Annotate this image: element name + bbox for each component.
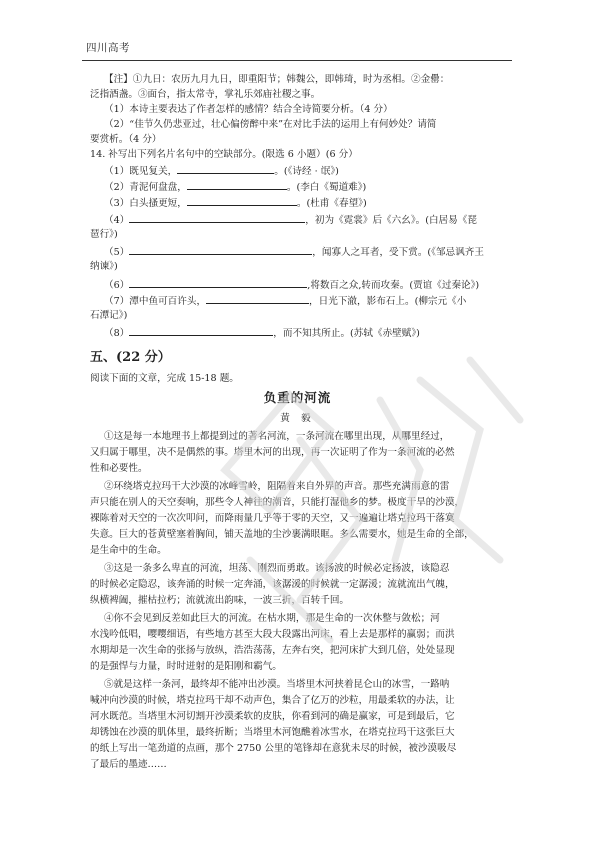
question-2-line-2: 要赏析。（4 分） [90, 134, 162, 145]
fill-item-4 [104, 212, 477, 227]
question-14-intro: 14. 补写出下列名片名句中的空缺部分。(限选 6 小题）(6 分） [90, 149, 358, 160]
article-line: ①这是每一本地理书上都提到过的著名河流，一条河流在哪里出现，从哪里经过， [104, 431, 450, 442]
fill-item-3 [104, 195, 367, 210]
fill-item-suffix: 。(李白《蜀道难》) [286, 182, 367, 193]
article-line: 又归属于哪里，决不是偶然的事。塔里木河的出现，再一次证明了作为一条河流的必然 [90, 447, 455, 458]
fill-item-suffix: ，而不知其所止。(苏轼《赤壁赋》) [273, 328, 420, 339]
article-line: 的时候必定隐忍，该奔涌的时候一定奔涌，该潺湲的时候就一定潺湲；流就流出气魄， [90, 579, 455, 590]
article-line: 性和必要性。 [90, 463, 148, 474]
fill-item-1 [104, 163, 339, 178]
fill-item-prefix: （8） [104, 328, 130, 339]
fill-item-suffix: 。(《诗经 · 氓》) [274, 166, 339, 177]
fill-item-prefix: （3）白头搔更短， [104, 198, 187, 209]
fill-item-suffix: ，闻寡人之耳者，受下赏。(《邹忌讽齐王 [312, 247, 484, 258]
article-title: 负重的河流 [263, 390, 332, 405]
fill-item-prefix: （6） [104, 280, 130, 291]
fill-item-prefix: （7）潭中鱼可百许头， [104, 296, 207, 307]
fill-item-2 [104, 179, 366, 194]
article-line: 了最后的墨迹…… [90, 759, 167, 770]
answer-blank[interactable] [129, 277, 307, 288]
fill-item-suffix: ，日光下澈，影布石上。(柳宗元《小 [309, 296, 467, 307]
note-line-1: 【注】①九日：农历九月九日，即重阳节；韩魏公，即韩琦，时为丞相。②金罍： [104, 74, 450, 85]
fill-item-prefix: （5） [104, 247, 130, 258]
article-line: 纵横裨阖，摧枯拉朽；流就流出韵味，一波三折，百转千回。 [90, 595, 350, 606]
article-line: 河水既范。当塔里木河切割开沙漠柔软的皮肤，你看到河的确是赢家，可是到最后，它 [90, 711, 455, 722]
article-line: 水浅吟低唱，嘤嘤细语，有些地方甚至大段大段露出河床，看上去是那样的赢弱；而洪 [90, 629, 455, 640]
question-1: （1）本诗主要表达了作者怎样的感情？结合全诗简要分析。（4 分） [104, 104, 393, 115]
fill-item-suffix: ，初为《霓裳》后《六幺》。(白居易《琵 [305, 215, 477, 226]
fill-item-suffix: ,将数百之众,转而攻秦。(贾谊《过秦论》) [307, 280, 480, 291]
answer-blank[interactable] [129, 325, 273, 336]
article-line: 的是强悍与力量，时时迸射的是阳刚和霸气。 [90, 661, 282, 672]
article-line: 喊冲向沙漠的时候，塔克拉玛干却不动声色，集合了亿万的沙粒，用最柔软的办法，让 [90, 695, 455, 706]
article-line: ③这是一条多么卑直的河流，坦荡、刚烈而勇敢。该扬波的时候必定扬波，该隐忍 [104, 563, 450, 574]
fill-item-5 [104, 244, 484, 259]
article-line: 是生命中的生命。 [90, 545, 167, 556]
article-line: 水期却是一次生命的张扬与放纵，浩浩荡荡，左奔右突，把河床扩大到几倍，处处显现 [90, 645, 455, 656]
article-line: 却锈蚀在沙漠的肌体里，最终折断；当塔里木河饱醮着冰雪水，在塔克拉玛干这张巨大 [90, 727, 455, 738]
question-2-line-1: （2）“佳节久仍悲亚过，壮心偏傍醉中来”在对比手法的运用上有何妙处？请简 [104, 119, 437, 130]
answer-blank[interactable] [187, 195, 297, 206]
header-title: 四川高考 [86, 42, 130, 54]
answer-blank[interactable] [206, 293, 309, 304]
fill-item-prefix: （4） [104, 215, 130, 226]
header-divider [82, 60, 512, 61]
article-author: 黄 毅 [280, 413, 315, 424]
fill-item-5-continued: 纳谏》) [90, 261, 118, 272]
section-heading: 五、(22 分） [90, 350, 171, 365]
answer-blank[interactable] [129, 212, 305, 223]
reading-instruction: 阅读下面的文章，完成 15-18 题。 [90, 373, 239, 384]
fill-item-7-continued: 石潭记》) [90, 310, 128, 321]
fill-item-7 [104, 293, 466, 308]
article-line: ④你不会见到反差如此巨大的河流。在枯水期，那是生命的一次休整与敛松；河 [104, 613, 440, 624]
note-line-2: 泛指酒盏。③面台，指太常寺，掌礼乐郊庙社稷之事。 [90, 89, 321, 100]
answer-blank[interactable] [187, 179, 287, 190]
fill-item-prefix: （2）青泥何盘盘， [104, 182, 187, 193]
article-line: 声只能在别人的天空奏响，那些令人神往的潮音，只能打湿他乡的梦。极度干旱的沙漠， [90, 497, 465, 508]
article-line: 的纸上写出一笔劲道的点画，那个 2750 公里的笔锋却在意犹未尽的时候，被沙漠吸尽 [90, 743, 457, 754]
article-line: ②环绕塔克拉玛干大沙漠的冰峰雪岭，阻隔着来自外界的声音。那些充满雨意的雷 [104, 481, 450, 492]
fill-item-4-continued: 琶行》) [90, 229, 118, 240]
article-line: 失意。巨大的苍黄壁塞着胸间，铺天盖地的尘沙裹满眼眶。多么需要水，她是生命的全部， [90, 529, 474, 540]
fill-item-6 [104, 277, 479, 292]
fill-item-8 [104, 325, 420, 340]
fill-item-prefix: （1）既见复关， [104, 166, 178, 177]
answer-blank[interactable] [129, 244, 312, 255]
article-line: 裸陈着对天空的一次次叩问，而降雨量几乎等于零的天空，又一遍遍让塔克拉玛干落寞 [90, 513, 455, 524]
article-line: ⑤就是这样一条河，最终却不能冲出沙漠。当塔里木河挟着昆仑山的冰雪，一路呐 [104, 679, 450, 690]
fill-item-suffix: 。(杜甫《春望》) [296, 198, 367, 209]
answer-blank[interactable] [177, 163, 274, 174]
